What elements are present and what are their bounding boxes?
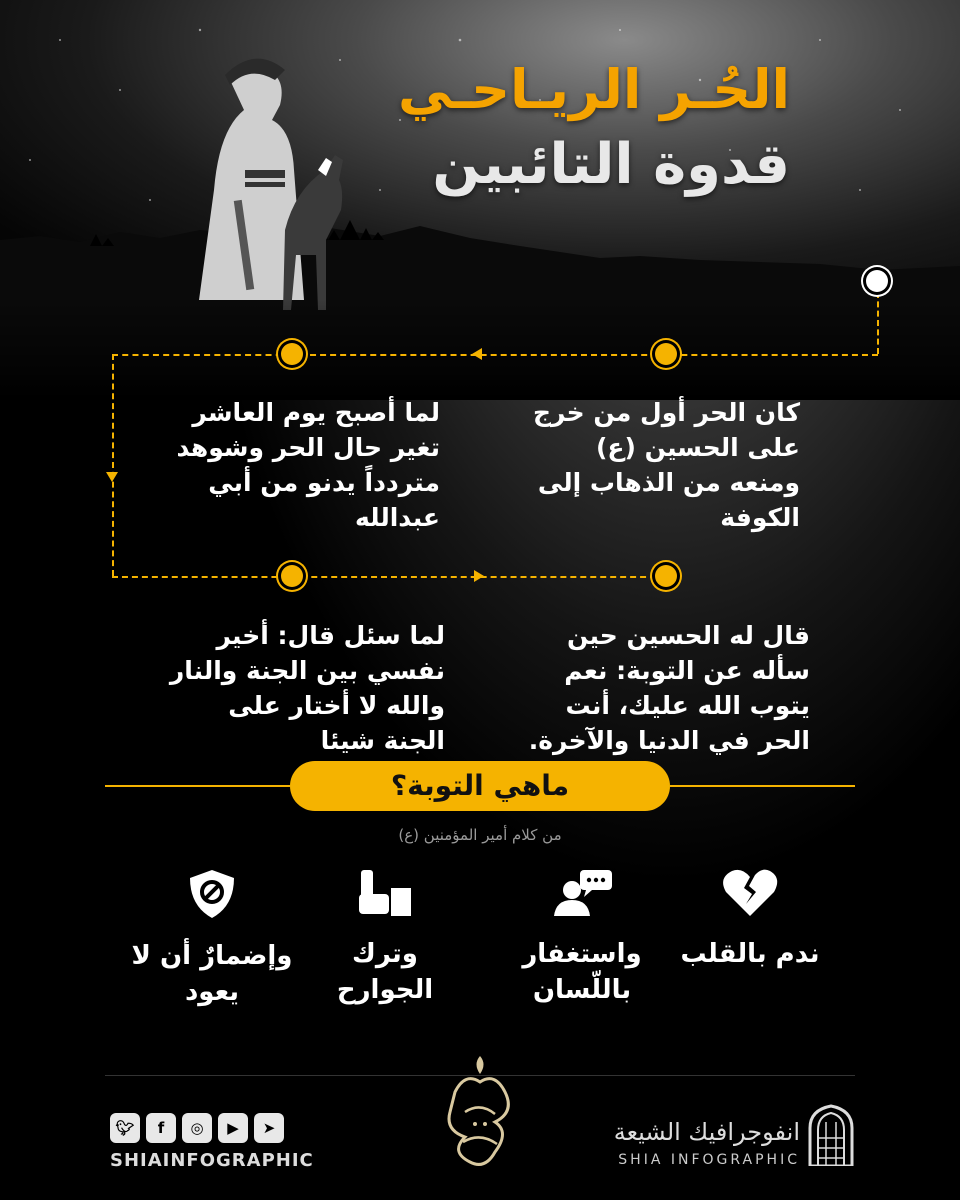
center-calligraphy-logo <box>425 1052 535 1180</box>
timeline-node-1 <box>655 343 677 365</box>
timeline-node-3 <box>655 565 677 587</box>
social-links <box>110 1113 284 1143</box>
repentance-item-1 <box>665 868 835 972</box>
arrow-down-icon <box>106 472 118 482</box>
timeline-connector-top-vertical <box>877 292 879 354</box>
broken-heart-icon <box>722 868 778 918</box>
arrow-right-icon <box>474 570 484 582</box>
timeline-node-2 <box>281 343 303 365</box>
repentance-item-2-label: واستغفار باللّسان <box>522 939 642 1005</box>
timeline-text-1: كان الحر أول من خرج على الحسين (ع) ومنعه من الذهاب إلى الكوفة <box>533 398 800 532</box>
repentance-item-4 <box>127 868 297 1010</box>
timeline-text-3: قال له الحسين حين سأله عن التوبة: نعم يتوب الله عليك، أنت الحر في الدنيا والآخرة. <box>528 621 810 755</box>
arrow-left-icon <box>472 348 482 360</box>
timeline-start-node <box>866 270 888 292</box>
repentance-item-1-label: ندم بالقلب <box>680 939 820 969</box>
divider-right <box>670 785 855 787</box>
social-handle: SHIAINFOGRAPHIC <box>110 1150 314 1171</box>
timeline-connector-row2 <box>112 576 666 578</box>
repentance-item-3 <box>300 868 470 1008</box>
instagram-icon[interactable]: ◎ <box>182 1113 212 1143</box>
timeline-connector-left-vertical <box>112 354 114 576</box>
telegram-icon[interactable]: ➤ <box>254 1113 284 1143</box>
brand-name-english: SHIA INFOGRAPHIC <box>618 1152 800 1168</box>
repentance-item-4-label: وإضمارٌ أن لا يعود <box>131 941 293 1007</box>
repentance-source: من كلام أمير المؤمنين (ع) <box>398 826 562 844</box>
timeline-connector-left-top <box>112 354 292 356</box>
facebook-icon[interactable]: f <box>146 1113 176 1143</box>
twitter-icon[interactable]: 🐦︎ <box>110 1113 140 1143</box>
title-line-2: قدوة التائبين <box>432 132 790 197</box>
repentance-item-3-label: وترك الجوارح <box>336 939 434 1005</box>
repentance-question: ماهي التوبة؟ <box>290 761 670 811</box>
repentance-item-2 <box>497 868 667 1008</box>
timeline-text-2: لما أصبح يوم العاشر تغير حال الحر وشوهد متردداً يدنو من أبي عبدالله <box>176 398 440 532</box>
title-line-1: الحُـر الريـاحـي <box>398 58 790 121</box>
shield-block-icon <box>188 868 236 920</box>
hand-stop-icon <box>357 868 413 918</box>
timeline-node-4 <box>281 565 303 587</box>
timeline-text-4: لما سئل قال: أخير نفسي بين الجنة والنار والله لا أختار على الجنة شيئا <box>169 621 445 755</box>
mosque-window-logo <box>806 1104 856 1166</box>
brand-name-arabic: انفوجرافيك الشيعة <box>613 1118 800 1146</box>
divider-left <box>105 785 290 787</box>
speech-person-icon <box>550 868 614 918</box>
youtube-icon[interactable]: ▶ <box>218 1113 248 1143</box>
timeline-connector-row1 <box>300 354 878 356</box>
